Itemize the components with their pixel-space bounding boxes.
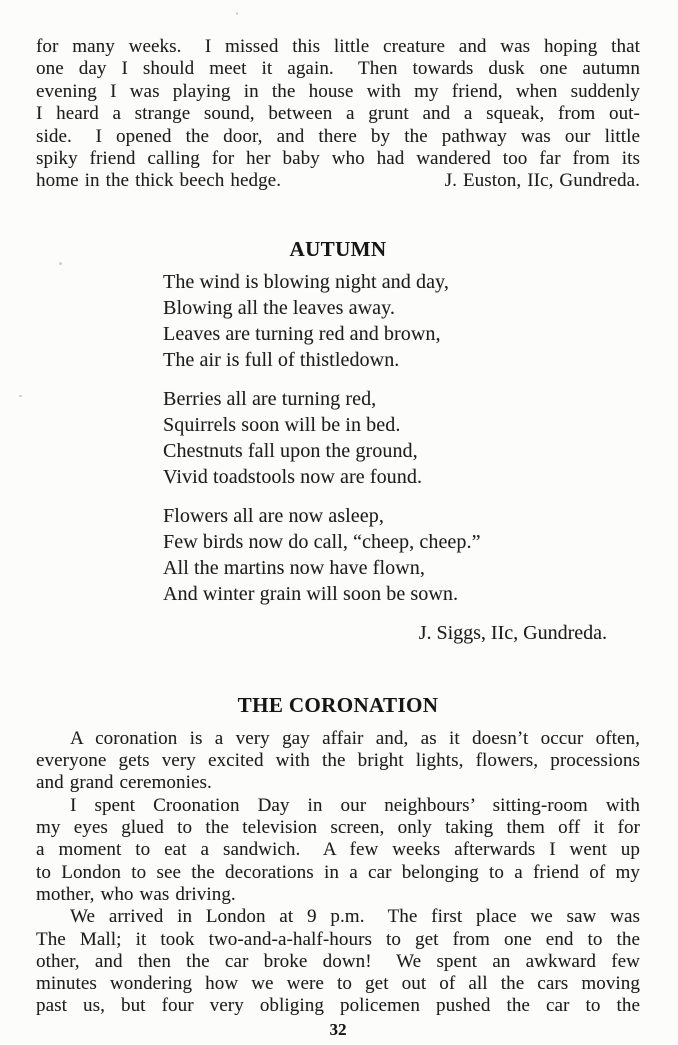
poem-line: Vivid toadstools now are found.: [163, 465, 423, 488]
poem-stanza: [163, 269, 640, 373]
text-line: A coronation is a very gay affair and, as it doesn’t occur often,: [70, 727, 640, 749]
poem-line: And winter grain will soon be sown.: [163, 582, 459, 605]
text-line: I spent Croonation Day in our neighbours’ sitting-room with: [70, 794, 640, 816]
text-line: everyone gets very excited with the bright lights, flowers, processions: [36, 750, 640, 772]
scan-speckle: [19, 395, 22, 397]
hedgehog-story-paragraph: [36, 36, 640, 193]
coronation-essay: [36, 728, 640, 1018]
scan-speckle: [236, 12, 238, 15]
page-number: 32: [329, 1019, 347, 1039]
text-line: a moment to eat a sandwich. A few weeks afterwards I went up: [36, 839, 640, 861]
poem-line: Few birds now do call, “cheep, cheep.”: [163, 530, 481, 553]
poem-line: Squirrels soon will be in bed.: [163, 413, 401, 436]
text-line: my eyes glued to the television screen, only taking them off it for: [36, 817, 640, 839]
text-line: The Mall; it took two-and-a-half-hours to get from one end to the: [36, 928, 640, 950]
text-line: evening I was playing in the house with my friend, when suddenly: [36, 80, 640, 102]
text-line: past us, but four very obliging policemen pushed the car to the: [36, 995, 640, 1017]
autumn-title: AUTUMN: [289, 236, 387, 261]
poem-line: Chestnuts fall upon the ground,: [163, 439, 418, 462]
text-line: We arrived in London at 9 p.m. The first place we saw was: [70, 906, 640, 928]
text-line: spiky friend calling for her baby who had wandered too far from its: [36, 148, 640, 170]
text-line: other, and then the car broke down! We spent an awkward few: [36, 950, 640, 972]
text-line: minutes wondering how we were to get out of all the cars moving: [36, 973, 640, 995]
poem-line: Blowing all the leaves away.: [163, 296, 395, 319]
story-byline: J. Euston, IIc, Gundreda.: [444, 170, 640, 192]
text-line: I heard a strange sound, between a grunt and a squeak, from out-: [36, 103, 640, 125]
text-line: home in the thick beech hedge.: [36, 170, 282, 192]
text-line: side. I opened the door, and there by the pathway was our little: [36, 125, 640, 147]
autumn-poem: [163, 269, 640, 607]
text-line: one day I should meet it again. Then towards dusk one autumn: [36, 58, 640, 80]
text-line: for many weeks. I missed this little creature and was hoping that: [36, 36, 640, 57]
scan-speckle: [59, 262, 62, 265]
coronation-title: THE CORONATION: [237, 692, 439, 717]
poem-line: All the martins now have flown,: [163, 556, 425, 579]
story-closing-line: [36, 170, 640, 192]
poem-byline: J. Siggs, IIc, Gundreda.: [418, 621, 607, 644]
poem-line: The air is full of thistledown.: [163, 348, 400, 371]
poem-stanza: [163, 503, 640, 607]
poem-line: The wind is blowing night and day,: [163, 270, 449, 293]
text-line: and grand ceremonies.: [36, 772, 212, 794]
text-line: to London to see the decorations in a car belonging to a friend of my: [36, 861, 640, 883]
poem-line: Leaves are turning red and brown,: [163, 322, 441, 345]
poem-line: Flowers all are now asleep,: [163, 504, 384, 527]
text-line: mother, who was driving.: [36, 883, 236, 905]
poem-stanza: [163, 386, 640, 490]
poem-line: Berries all are turning red,: [163, 387, 377, 410]
